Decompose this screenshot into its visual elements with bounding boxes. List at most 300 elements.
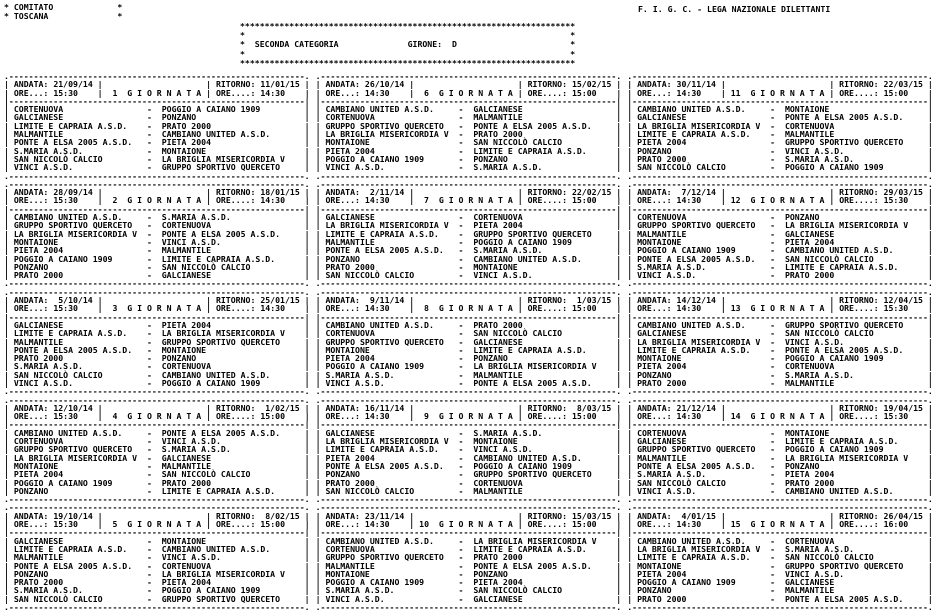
- row-right-pipe: |: [927, 369, 933, 380]
- ore-andata-label: ORE...:: [637, 411, 672, 422]
- away-team: GALCIANESE: [473, 104, 523, 115]
- away-team: PRATO 2000: [161, 477, 212, 488]
- row-right-pipe: |: [616, 469, 622, 480]
- home-team: GRUPPO SPORTIVO QUERCETO: [13, 220, 133, 231]
- match-row: | SAN NICCOLÒ CALCIO - CAMBIANO UNITED A.S.D. |: [4, 369, 310, 380]
- away-team: CAMBIANO UNITED A.S.D.: [161, 129, 271, 140]
- ore-ritorno-time: 15:30: [883, 303, 909, 314]
- block-top-border: .------------------------------------------------------------.: [4, 71, 310, 81]
- away-team: GRUPPO SPORTIVO QUERCETO: [473, 228, 592, 239]
- vs-dash: -: [770, 270, 776, 281]
- vs-dash: -: [770, 245, 776, 256]
- match-row: | CORTENUOVA - LIMITE E CAPRAIA A.S.D. |: [315, 543, 622, 554]
- ore-andata-label: ORE...:: [325, 411, 360, 422]
- vs-dash: -: [770, 220, 776, 231]
- block-header-separator: |------------------------------------------------------------|: [627, 311, 933, 322]
- home-team: MONTAIONE: [13, 460, 59, 471]
- vs-dash: -: [146, 543, 152, 554]
- home-team: SAN NICCOLÒ CALCIO: [13, 153, 103, 164]
- block-times-line: | ORE...: 14:30 | 14 G I O R N A T A | ORE....: 15:30 |: [627, 411, 933, 422]
- match-row: | LIMITE E CAPRAIA A.S.D. - LA BRIGLIA MISERICORDIA V |: [4, 328, 310, 339]
- vs-dash: -: [458, 145, 464, 156]
- block-bottom-border: .------------------------------------------------------------.: [4, 278, 310, 289]
- match-row: | PIETA 2004 - CAMBIANO UNITED A.S.D. |: [315, 452, 622, 463]
- andata-label: ANDATA:: [13, 402, 49, 413]
- block-header-separator: |------------------------------------------------------------|: [4, 311, 310, 322]
- vs-dash: -: [770, 112, 776, 123]
- row-right-pipe: |: [616, 137, 622, 148]
- away-team: SAN NICCOLÒ CALCIO: [473, 585, 563, 596]
- home-team: PIETA 2004: [325, 145, 375, 156]
- home-team: CORTENUOVA: [325, 328, 375, 339]
- row-right-pipe: |: [304, 361, 310, 372]
- match-row: | LA BRIGLIA MISERICORDIA V - S.MARIA A.S.D. |: [627, 543, 933, 554]
- away-team: PONTE A ELSA 2005 A.S.D.: [161, 427, 281, 438]
- row-right-pipe: |: [616, 162, 622, 173]
- vs-dash: -: [146, 261, 152, 272]
- block-dates-line: | ANDATA: 19/10/14 | | RITORNO: 8/02/15 |: [4, 510, 310, 521]
- vs-dash: -: [770, 452, 776, 463]
- away-team: MONTAIONE: [161, 145, 207, 156]
- giornata-block-11: [627, 72, 933, 180]
- home-team: GRUPPO SPORTIVO QUERCETO: [325, 336, 444, 347]
- home-team: PONTE A ELSA 2005 A.S.D.: [13, 560, 133, 571]
- home-team: GALCIANESE: [325, 427, 375, 438]
- match-row: | GALCIANESE - PONZANO |: [4, 112, 310, 123]
- home-team: GRUPPO SPORTIVO QUERCETO: [637, 444, 756, 455]
- vs-dash: -: [146, 552, 152, 563]
- andata-date: 21/12/14: [676, 402, 716, 413]
- row-right-pipe: |: [616, 344, 622, 355]
- federation-title: F. I. G. C. - LEGA NAZIONALE DILETTANTI: [638, 4, 831, 14]
- vs-dash: -: [458, 444, 464, 455]
- home-team: PONTE A ELSA 2005 A.S.D.: [325, 460, 444, 471]
- vs-dash: -: [146, 228, 152, 239]
- ritorno-label: RITORNO:: [527, 510, 567, 521]
- ore-ritorno-time: 15:00: [571, 87, 597, 98]
- vs-dash: -: [458, 377, 464, 388]
- match-row: | PONZANO - MALMANTILE |: [627, 585, 933, 596]
- committee-name: COMITATO: [13, 2, 54, 12]
- home-team: SAN NICCOLÒ CALCIO: [325, 270, 415, 281]
- vs-dash: -: [146, 112, 152, 123]
- row-right-pipe: |: [304, 261, 310, 272]
- ritorno-date: 19/04/15: [883, 402, 923, 413]
- row-right-pipe: |: [927, 129, 933, 140]
- vs-dash: -: [770, 153, 776, 164]
- row-right-pipe: |: [927, 377, 933, 388]
- match-row: | VINCI A.S.D. - S.MARIA A.S.D. |: [315, 162, 622, 173]
- match-row: | PONZANO - S.MARIA A.S.D. |: [627, 369, 933, 380]
- match-row: | CORTENUOVA - MONTAIONE |: [627, 427, 933, 438]
- away-team: MALMANTILE: [784, 585, 835, 596]
- vs-dash: -: [146, 568, 152, 579]
- giornata-word: G I O R N A T A: [750, 87, 825, 98]
- block-times-line: | ORE...: 15:30 | 2 G I O R N A T A | ORE....: 14:30 |: [4, 195, 310, 206]
- giornata-number: 8: [424, 303, 429, 314]
- match-row: | PRATO 2000 - PONZANO |: [4, 353, 310, 364]
- row-right-pipe: |: [616, 228, 622, 239]
- row-right-pipe: |: [304, 377, 310, 388]
- home-team: PIETA 2004: [637, 361, 687, 372]
- match-row: | PONTE A ELSA 2005 A.S.D. - SAN NICCOLÒ CALCIO |: [627, 253, 933, 264]
- row-right-pipe: |: [304, 253, 310, 264]
- block-bottom-border: .------------------------------------------------------------.: [4, 494, 310, 505]
- row-right-pipe: |: [616, 104, 622, 115]
- away-team: PONZANO: [161, 353, 197, 364]
- row-right-pipe: |: [304, 477, 310, 488]
- ore-andata-time: 14:30: [364, 87, 390, 98]
- ore-andata-time: 14:30: [364, 519, 390, 530]
- vs-dash: -: [146, 253, 152, 264]
- vs-dash: -: [458, 245, 464, 256]
- away-team: PONTE A ELSA 2005 A.S.D.: [784, 112, 904, 123]
- away-team: POGGIO A CAIANO 1909: [784, 444, 884, 455]
- home-team: S.MARIA A.S.D.: [13, 361, 83, 372]
- row-right-pipe: |: [616, 452, 622, 463]
- home-team: CAMBIANO UNITED A.S.D.: [325, 319, 434, 330]
- match-row: | SAN NICCOLÒ CALCIO - PRATO 2000 |: [627, 477, 933, 488]
- row-right-pipe: |: [616, 361, 622, 372]
- match-row: | VINCI A.S.D. - POGGIO A CAIANO 1909 |: [4, 377, 310, 388]
- vs-dash: -: [146, 477, 152, 488]
- match-row: | S.MARIA A.S.D. - SAN NICCOLÒ CALCIO |: [315, 585, 622, 596]
- match-row: | GALCIANESE - LIMITE E CAPRAIA A.S.D. |: [627, 436, 933, 447]
- giornata-block-6: [316, 72, 622, 180]
- home-team: CAMBIANO UNITED A.S.D.: [13, 427, 123, 438]
- home-team: PONZANO: [325, 253, 360, 264]
- row-right-pipe: |: [927, 344, 933, 355]
- row-right-pipe: |: [616, 560, 622, 571]
- block-times-line: | ORE...: 15:30 | 3 G I O R N A T A | ORE....: 14:30 |: [4, 303, 310, 314]
- ore-andata-label: ORE...:: [13, 519, 49, 530]
- match-row: | PONZANO - GRUPPO SPORTIVO QUERCETO |: [315, 469, 622, 480]
- away-team: CORTENUOVA: [161, 560, 212, 571]
- ritorno-date: 8/02/15: [265, 510, 300, 521]
- home-team: GRUPPO SPORTIVO QUERCETO: [325, 120, 444, 131]
- away-team: CAMBIANO UNITED A.S.D.: [784, 245, 894, 256]
- away-team: CORTENUOVA: [784, 535, 835, 546]
- home-team: PIETA 2004: [325, 452, 375, 463]
- away-team: SAN NICCOLÒ CALCIO: [473, 328, 563, 339]
- ore-andata-time: 15:30: [53, 303, 78, 314]
- giornata-word: G I O R N A T A: [438, 195, 513, 206]
- vs-dash: -: [458, 319, 464, 330]
- ritorno-label: RITORNO:: [527, 402, 567, 413]
- away-team: LIMITE E CAPRAIA A.S.D.: [473, 344, 587, 355]
- match-row: | PONTE A ELSA 2005 A.S.D. - CORTENUOVA |: [4, 560, 310, 571]
- home-team: LIMITE E CAPRAIA A.S.D.: [637, 129, 751, 140]
- vs-dash: -: [458, 212, 464, 223]
- block-header-separator: |------------------------------------------------------------|: [627, 527, 933, 538]
- match-row: | S.MARIA A.S.D. - LIMITE E CAPRAIA A.S.D. |: [627, 261, 933, 272]
- banner-border-bottom: ********************************************************************: [240, 57, 576, 68]
- away-team: PONTE A ELSA 2005 A.S.D.: [784, 344, 904, 355]
- away-team: S.MARIA A.S.D.: [473, 245, 543, 256]
- match-row: | POGGIO A CAIANO 1909 - LIMITE E CAPRAIA A.S.D. |: [4, 253, 310, 264]
- vs-dash: -: [146, 577, 152, 588]
- row-right-pipe: |: [304, 568, 310, 579]
- ore-ritorno-label: ORE....:: [215, 519, 256, 530]
- match-row: | PRATO 2000 - PONTE A ELSA 2005 A.S.D. |: [627, 593, 933, 604]
- andata-label: ANDATA:: [325, 402, 360, 413]
- vs-dash: -: [458, 120, 464, 131]
- home-team: PRATO 2000: [325, 477, 375, 488]
- block-times-line: | ORE...: 14:30 | 12 G I O R N A T A | ORE....: 15:30 |: [627, 195, 933, 206]
- away-team: VINCI A.S.D.: [784, 336, 845, 347]
- ore-ritorno-time: 15:30: [883, 195, 909, 206]
- giornata-block-3: [4, 288, 310, 396]
- match-row: | LIMITE E CAPRAIA A.S.D. - VINCI A.S.D. |: [315, 444, 622, 455]
- home-team: MONTAIONE: [325, 137, 370, 148]
- row-right-pipe: |: [304, 162, 310, 173]
- away-team: LIMITE E CAPRAIA A.S.D.: [473, 543, 587, 554]
- home-team: S.MARIA A.S.D.: [325, 585, 395, 596]
- row-right-pipe: |: [616, 377, 622, 388]
- committee-region: TOSCANA: [13, 11, 49, 21]
- match-row: | PIETA 2004 - PONZANO |: [315, 353, 622, 364]
- giornata-number: 9: [424, 411, 429, 422]
- home-team: PIETA 2004: [637, 137, 687, 148]
- match-row: | MONTAIONE - VINCI A.S.D. |: [4, 236, 310, 247]
- away-team: LIMITE E CAPRAIA A.S.D.: [784, 436, 899, 447]
- match-row: | LA BRIGLIA MISERICORDIA V - MONTAIONE |: [315, 436, 622, 447]
- match-row: | PONTE A ELSA 2005 A.S.D. - S.MARIA A.S.D. |: [315, 245, 622, 256]
- ore-andata-label: ORE...:: [13, 87, 49, 98]
- block-top-border: .------------------------------------------------------------.: [627, 286, 933, 297]
- away-team: LIMITE E CAPRAIA A.S.D.: [784, 261, 899, 272]
- block-dates-line: | ANDATA: 4/01/15 | | RITORNO: 26/04/15 |: [627, 510, 933, 521]
- row-right-pipe: |: [927, 253, 933, 264]
- match-row: | MALMANTILE - GRUPPO SPORTIVO QUERCETO |: [4, 336, 310, 347]
- ore-ritorno-label: ORE....:: [215, 411, 256, 422]
- block-header-separator: |------------------------------------------------------------|: [4, 527, 310, 538]
- home-team: LIMITE E CAPRAIA A.S.D.: [637, 552, 751, 563]
- away-team: MALMANTILE: [473, 485, 523, 496]
- home-team: CORTENUOVA: [325, 112, 375, 123]
- block-top-border: .------------------------------------------------------------.: [4, 502, 310, 513]
- away-team: CORTENUOVA: [161, 361, 212, 372]
- match-row: | POGGIO A CAIANO 1909 - PRATO 2000 |: [4, 477, 310, 488]
- away-team: PIETA 2004: [161, 319, 212, 330]
- vs-dash: -: [146, 319, 152, 330]
- away-team: MALMANTILE: [473, 112, 523, 123]
- vs-dash: -: [770, 361, 776, 372]
- block-times-line: | ORE...: 14:30 | 7 G I O R N A T A | ORE....: 15:00 |: [315, 195, 622, 206]
- home-team: SAN NICCOLÒ CALCIO: [637, 477, 726, 488]
- home-team: PONTE A ELSA 2005 A.S.D.: [637, 460, 756, 471]
- andata-date: 2/11/14: [369, 187, 405, 198]
- match-row: | S.MARIA A.S.D. - POGGIO A CAIANO 1909 |: [4, 585, 310, 596]
- away-team: SAN NICCOLÒ CALCIO: [161, 261, 251, 272]
- giornata-word: G I O R N A T A: [127, 519, 202, 530]
- girone-value: D: [451, 39, 457, 50]
- home-team: POGGIO A CAIANO 1909: [325, 153, 425, 164]
- row-right-pipe: |: [304, 460, 310, 471]
- row-right-pipe: |: [927, 112, 933, 123]
- vs-dash: -: [146, 129, 152, 140]
- row-right-pipe: |: [616, 552, 622, 563]
- match-row: | MONTAIONE - LIMITE E CAPRAIA A.S.D. |: [315, 344, 622, 355]
- home-team: LIMITE E CAPRAIA A.S.D.: [325, 444, 439, 455]
- home-team: LA BRIGLIA MISERICORDIA V: [13, 452, 138, 463]
- match-row: | POGGIO A CAIANO 1909 - PONZANO |: [315, 153, 622, 164]
- home-team: LA BRIGLIA MISERICORDIA V: [325, 436, 449, 447]
- giornata-word: G I O R N A T A: [438, 87, 513, 98]
- away-team: PONZANO: [784, 212, 820, 223]
- vs-dash: -: [458, 436, 464, 447]
- home-team: S.MARIA A.S.D.: [325, 369, 395, 380]
- row-right-pipe: |: [616, 270, 622, 281]
- match-row: | LIMITE E CAPRAIA A.S.D. - PONTE A ELSA 2005 A.S.D. |: [627, 344, 933, 355]
- home-team: LA BRIGLIA MISERICORDIA V: [637, 120, 761, 131]
- match-row: | SAN NICCOLÒ CALCIO - LA BRIGLIA MISERICORDIA V |: [4, 153, 310, 164]
- away-team: MONTAIONE: [161, 535, 207, 546]
- ore-ritorno-time: 15:00: [571, 303, 597, 314]
- home-team: PONTE A ELSA 2005 A.S.D.: [325, 245, 444, 256]
- match-row: | GRUPPO SPORTIVO QUERCETO - GALCIANESE |: [315, 336, 622, 347]
- away-team: PIETA 2004: [161, 137, 212, 148]
- match-row: | GRUPPO SPORTIVO QUERCETO - S.MARIA A.S.D. |: [4, 444, 310, 455]
- away-team: PIETA 2004: [161, 577, 212, 588]
- away-team: POGGIO A CAIANO 1909: [473, 460, 572, 471]
- match-row: | CAMBIANO UNITED A.S.D. - PRATO 2000 |: [315, 319, 622, 330]
- giornata-number: 1: [112, 87, 118, 98]
- block-dates-line: | ANDATA: 12/10/14 | | RITORNO: 1/02/15 |: [4, 402, 310, 413]
- vs-dash: -: [458, 328, 464, 339]
- row-right-pipe: |: [304, 469, 310, 480]
- home-team: PONZANO: [13, 261, 49, 272]
- block-bottom-border: .------------------------------------------------------------.: [4, 170, 310, 181]
- away-team: PIETA 2004: [784, 236, 835, 247]
- row-right-pipe: |: [927, 361, 933, 372]
- away-team: S.MARIA A.S.D.: [784, 369, 854, 380]
- row-right-pipe: |: [304, 104, 310, 115]
- home-team: VINCI A.S.D.: [325, 377, 385, 388]
- row-right-pipe: |: [304, 319, 310, 330]
- vs-dash: -: [146, 460, 152, 471]
- row-right-pipe: |: [616, 577, 622, 588]
- block-top-border: .------------------------------------------------------------.: [315, 286, 622, 297]
- row-right-pipe: |: [304, 577, 310, 588]
- home-team: GALCIANESE: [13, 319, 64, 330]
- vs-dash: -: [458, 236, 464, 247]
- home-team: POGGIO A CAIANO 1909: [13, 477, 113, 488]
- away-team: PONTE A ELSA 2005 A.S.D.: [473, 560, 592, 571]
- row-right-pipe: |: [927, 328, 933, 339]
- ore-andata-label: ORE...:: [325, 519, 360, 530]
- away-team: MALMANTILE: [784, 129, 835, 140]
- home-team: PONZANO: [637, 369, 672, 380]
- giornata-block-13: [627, 288, 933, 396]
- home-team: GALCIANESE: [637, 112, 687, 123]
- match-row: | MONTAIONE - PIETA 2004 |: [627, 236, 933, 247]
- andata-label: ANDATA:: [325, 295, 360, 306]
- home-team: GALCIANESE: [637, 436, 687, 447]
- ore-ritorno-label: ORE....:: [527, 195, 568, 206]
- vs-dash: -: [458, 253, 464, 264]
- match-row: | SAN NICCOLÒ CALCIO - GRUPPO SPORTIVO QUERCETO |: [4, 593, 310, 604]
- andata-label: ANDATA:: [13, 295, 49, 306]
- ore-ritorno-time: 15:00: [883, 87, 909, 98]
- home-team: MALMANTILE: [637, 228, 687, 239]
- row-right-pipe: |: [616, 585, 622, 596]
- away-team: GRUPPO SPORTIVO QUERCETO: [161, 593, 281, 604]
- ritorno-date: 15/02/15: [571, 79, 612, 90]
- vs-dash: -: [770, 129, 776, 140]
- vs-dash: -: [770, 145, 776, 156]
- row-right-pipe: |: [927, 236, 933, 247]
- ritorno-label: RITORNO:: [215, 402, 256, 413]
- match-row: | GALCIANESE - SAN NICCOLÒ CALCIO |: [627, 328, 933, 339]
- match-row: | PIETA 2004 - GRUPPO SPORTIVO QUERCETO |: [627, 137, 933, 148]
- ore-andata-time: 14:30: [676, 411, 702, 422]
- vs-dash: -: [458, 220, 464, 231]
- away-team: PONZANO: [161, 112, 197, 123]
- ritorno-date: 25/01/15: [260, 295, 300, 306]
- giornata-block-15: [627, 503, 933, 611]
- ore-andata-time: 14:30: [364, 411, 390, 422]
- away-team: GRUPPO SPORTIVO QUERCETO: [784, 560, 904, 571]
- block-bottom-border: .------------------------------------------------------------.: [315, 386, 622, 397]
- vs-dash: -: [458, 344, 464, 355]
- banner-spacer-top: * *: [240, 30, 576, 41]
- vs-dash: -: [146, 236, 152, 247]
- row-right-pipe: |: [927, 436, 933, 447]
- ore-andata-time: 15:30: [53, 195, 78, 206]
- vs-dash: -: [458, 535, 464, 546]
- block-top-border: .------------------------------------------------------------.: [315, 394, 622, 405]
- andata-date: 26/10/14: [364, 79, 405, 90]
- row-right-pipe: |: [927, 469, 933, 480]
- ritorno-date: 15/03/15: [571, 510, 612, 521]
- block-times-line: | ORE...: 14:30 | 9 G I O R N A T A | ORE....: 15:00 |: [315, 411, 622, 422]
- ore-ritorno-time: 15:00: [571, 195, 597, 206]
- match-row: | CORTENUOVA - MALMANTILE |: [315, 112, 622, 123]
- match-row: | CORTENUOVA - PONZANO |: [627, 212, 933, 223]
- ore-andata-time: 15:30: [53, 411, 78, 422]
- vs-dash: -: [770, 328, 776, 339]
- away-team: GRUPPO SPORTIVO QUERCETO: [161, 162, 281, 173]
- away-team: MALMANTILE: [161, 245, 212, 256]
- home-team: LA BRIGLIA MISERICORDIA V: [325, 129, 449, 140]
- row-right-pipe: |: [304, 593, 310, 604]
- away-team: PRATO 2000: [473, 552, 523, 563]
- block-times-line: | ORE...: 15:30 | 1 G I O R N A T A | ORE....: 14:30 |: [4, 87, 310, 98]
- home-team: PRATO 2000: [13, 577, 64, 588]
- row-right-pipe: |: [616, 369, 622, 380]
- match-row: | PRATO 2000 - GALCIANESE |: [4, 270, 310, 281]
- block-header-separator: |------------------------------------------------------------|: [315, 203, 622, 214]
- match-row: | MALMANTILE - POGGIO A CAIANO 1909 |: [315, 236, 622, 247]
- row-right-pipe: |: [304, 328, 310, 339]
- category-banner: [240, 22, 575, 68]
- ore-ritorno-time: 15:00: [571, 519, 597, 530]
- match-row: | PRATO 2000 - CORTENUOVA |: [315, 477, 622, 488]
- home-team: CAMBIANO UNITED A.S.D.: [325, 535, 434, 546]
- andata-label: ANDATA:: [13, 187, 49, 198]
- row-right-pipe: |: [927, 212, 933, 223]
- match-row: | LA BRIGLIA MISERICORDIA V - PIETA 2004 |: [315, 220, 622, 231]
- ore-ritorno-time: 14:30: [260, 87, 286, 98]
- andata-label: ANDATA:: [13, 79, 49, 90]
- away-team: PRATO 2000: [784, 477, 835, 488]
- row-right-pipe: |: [616, 129, 622, 140]
- vs-dash: -: [146, 361, 152, 372]
- row-right-pipe: |: [927, 560, 933, 571]
- row-right-pipe: |: [927, 104, 933, 115]
- match-row: | PONTE A ELSA 2005 A.S.D. - PIETA 2004 |: [4, 137, 310, 148]
